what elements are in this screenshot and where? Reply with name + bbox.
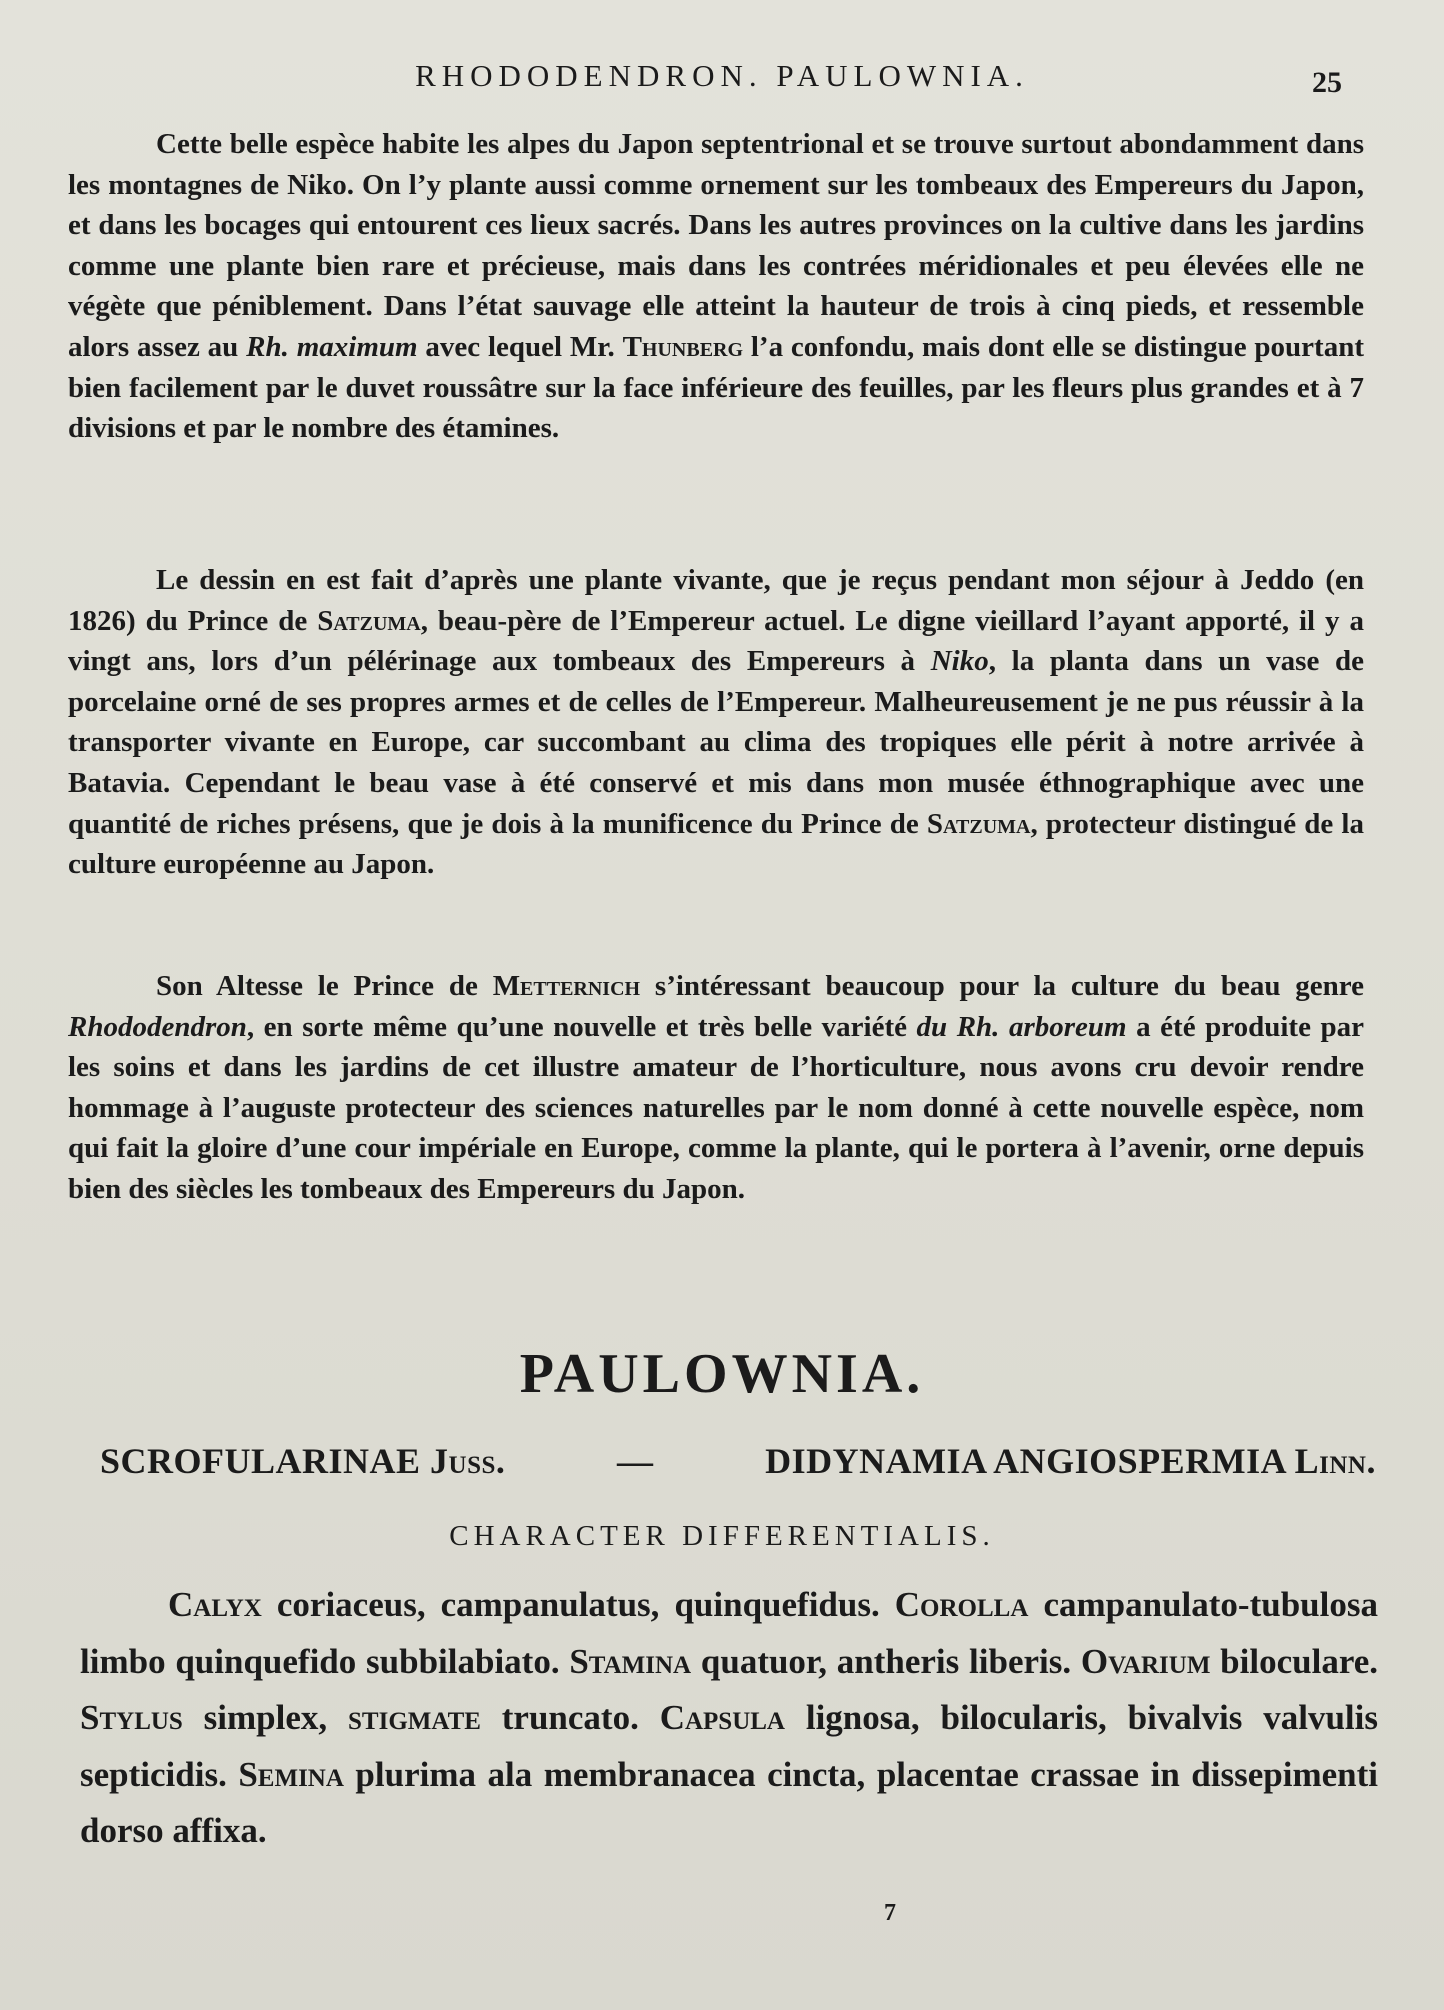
- text-run: , beau-père de l’Empereur actuel. Le digne vieillard l’ayant apporté, il y a vingt ans, lors d’un pélérinage aux tombeaux des Empereurs à: [68, 604, 1364, 678]
- classification-dash: —: [617, 1441, 654, 1481]
- term-text: campanulato-tubulosa limbo quinquefido subbilabiato.: [80, 1585, 1378, 1681]
- family-name: [100, 1440, 505, 1482]
- term-text: biloculare.: [1210, 1641, 1379, 1681]
- person-name: Thunberg: [622, 330, 744, 363]
- term-label: Calyx: [168, 1585, 262, 1624]
- text-run: , en sorte même qu’une nouvelle et très belle variété: [246, 1010, 917, 1043]
- term-text: truncato.: [480, 1698, 660, 1738]
- text-run: Cette belle espèce habite les alpes du Japon septentrional et se trouve surtout abondamment dans les montagnes de Niko. On l’y plante aussi comme ornement sur les tombeaux des Empereurs du Japon, et dans les bocages qui entourent ces lieux sacrés. Dans les autres provinces on la cultive dans les jardins comme une plante bien rare et précieuse, mais dans les contrées méridionales et peu élevées elle ne végète que péniblement. Dans l’état sauvage elle atteint la hauteur de trois à cinq pieds, et ressemble alors assez au: [68, 128, 1364, 363]
- text-run: , la planta dans un vase de porcelaine orné de ses propres armes et de celles de l’Empereur. Malheureusement je ne pus réussir à la transporter vivante en Europe, car succombant au clima des tropiques elle périt à notre arrivée à Batavia. Cependant le beau vase à été conservé et mis dans mon musée éthnographique avec une quantité de riches présens, que je dois à la munificence du Prince de: [68, 645, 1364, 840]
- paragraph-dedication: [68, 966, 1364, 1210]
- text-run: s’intéressant beaucoup pour la culture du beau genre: [640, 970, 1364, 1002]
- term-text: quatuor, antheris liberis.: [691, 1641, 1081, 1681]
- term-text: simplex,: [182, 1698, 349, 1738]
- class-author: Linn.: [1294, 1441, 1376, 1481]
- term-label: Capsula: [659, 1698, 785, 1738]
- term-text: coriaceus, campanulatus, quinquefidus.: [261, 1585, 895, 1624]
- term-label: Semina: [238, 1754, 344, 1794]
- text-run: a été produite par les soins et dans les jardins de cet illustre amateur de l’horticulture, nous avons cru devoir rendre hommage à l’auguste protecteur des sciences naturelles par le nom donné à cette nouvelle espèce, nom qui fait la gloire d’une cour impériale en Europe, comme la plante, qui le portera à l’avenir, orne depuis bien des siècles les tombeaux des Empereurs du Japon.: [68, 1010, 1364, 1205]
- term-text: lignosa, bilocularis, bivalvis valvulis septicidis.: [80, 1698, 1378, 1794]
- character-description: [80, 1577, 1378, 1860]
- signature-mark: 7: [884, 1900, 896, 1926]
- genus-title: PAULOWNIA.: [519, 1343, 925, 1405]
- person-name: Satzuma: [926, 807, 1031, 840]
- term-label: Stamina: [569, 1641, 692, 1681]
- term-label: Stylus: [80, 1698, 183, 1738]
- genus-name: Rhododendron: [68, 1010, 247, 1043]
- linnaean-class: [765, 1440, 1376, 1482]
- section-heading: CHARACTER DIFFERENTIALIS.: [449, 1520, 995, 1552]
- term-text: plurima ala membranacea cincta, placentae crassae in dissepimenti dorso affixa.: [80, 1754, 1378, 1851]
- term-label: Ovarium: [1080, 1641, 1211, 1681]
- classification-line: [100, 1440, 1376, 1482]
- running-head: RHODODENDRON. PAULOWNIA.: [415, 58, 1029, 93]
- class-text: DIDYNAMIA ANGIOSPERMIA: [765, 1441, 1295, 1481]
- species-name: Rh. maximum: [246, 330, 418, 363]
- text-run: , protecteur distingué de la culture européenne au Japon.: [68, 807, 1364, 881]
- species-name: du Rh. arboreum: [916, 1010, 1127, 1043]
- text-run: l’a confondu, mais dont elle se distingue pourtant bien facilement par le duvet roussâtre sur la face inférieure des feuilles, par les fleurs plus grandes et à 7 divisions et par le nombre des étamines.: [68, 330, 1364, 445]
- term-label: stigmate: [348, 1698, 481, 1738]
- paragraph-drawing: [68, 560, 1364, 885]
- family-author: Juss.: [430, 1441, 506, 1481]
- text-run: Son Altesse le Prince de: [156, 970, 493, 1002]
- text-run: Le dessin en est fait d’après une plante vivante, que je reçus pendant mon séjour à Jeddo (en 1826) du Prince de: [68, 564, 1364, 637]
- person-name: Metternich: [492, 970, 641, 1002]
- term-label: Corolla: [894, 1585, 1029, 1624]
- paragraph-habitat: [68, 124, 1364, 449]
- place-name: Niko: [930, 645, 989, 678]
- family-text: SCROFULARINAE: [100, 1441, 431, 1481]
- person-name: Satzuma: [317, 604, 421, 637]
- page-number: 25: [1312, 66, 1342, 99]
- text-run: avec lequel Mr.: [417, 330, 623, 363]
